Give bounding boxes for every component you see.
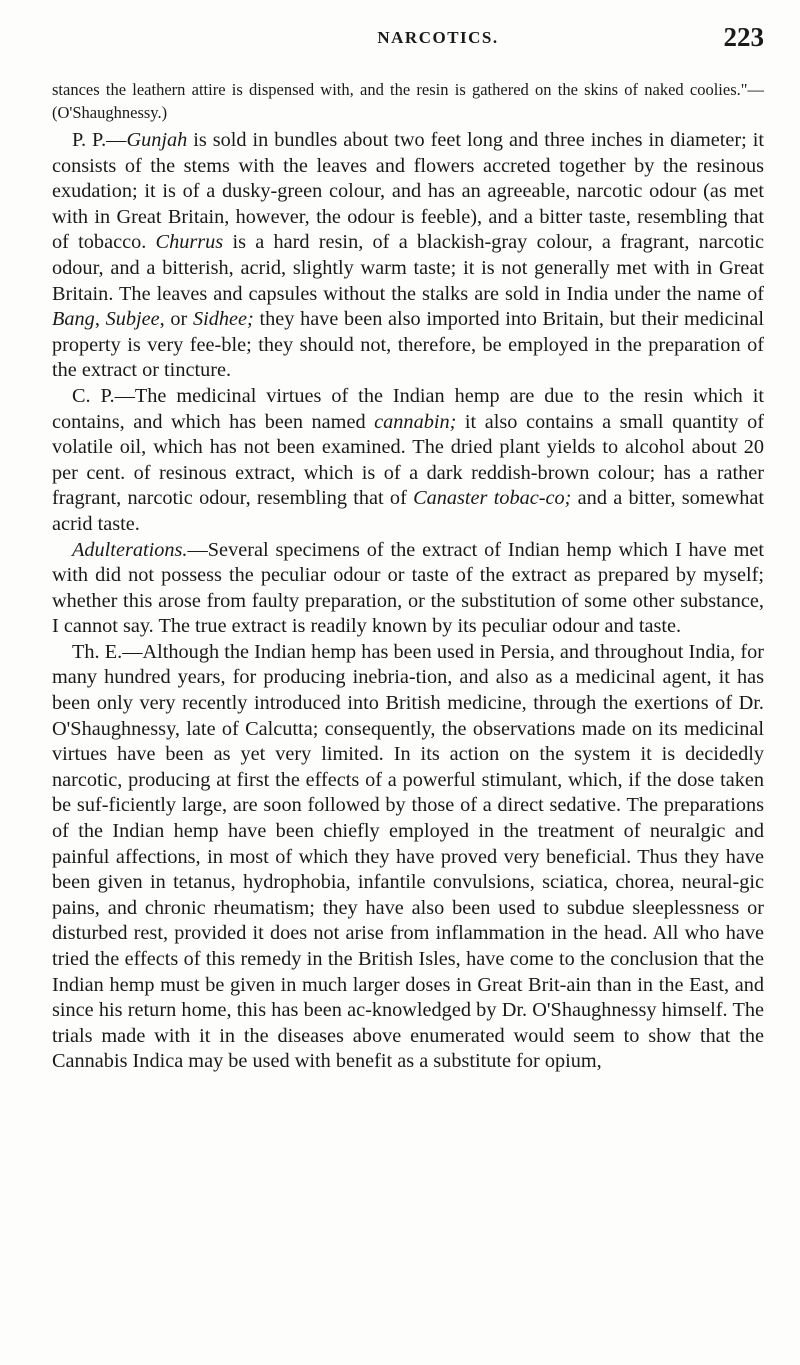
page-body — [52, 78, 764, 1075]
text-run: The medicinal virtues of the Indian hemp are due to the resin which it contains, and which has been named — [52, 384, 764, 433]
paragraph-adulterations — [52, 538, 764, 640]
term-sidhee: Sidhee; — [192, 308, 254, 331]
text-run: , or — [159, 308, 193, 331]
paragraph-cp — [52, 384, 764, 538]
page-number: 223 — [723, 22, 764, 52]
text-run: is a hard resin, of a blackish-gray colour, a fragrant, narcotic odour, and a bitterish, acrid, slightly warm taste; it is not generally met with in Great Britain. The leaves and capsules without the stalks are sold in India under the name of — [52, 231, 764, 305]
term-canaster: Canaster tobac-co; — [413, 487, 572, 510]
page-header — [52, 22, 764, 62]
term-churrus: Churrus — [155, 231, 224, 254]
term-gunjah: Gunjah — [126, 129, 188, 151]
text-run: —Several specimens of the extract of Indian hemp which I have met with did not possess the peculiar odour or taste of the extract as prepared by myself; whether this arose from faulty preparation, or the substitution of some other substance, I cannot say. The true extract is readily known by its peculiar odour and taste. — [52, 538, 764, 638]
quote-continuation: stances the leathern attire is dispensed with, and the resin is gathered on the skins of naked coolies."—(O'Shaughnessy.) — [52, 80, 764, 122]
text-run: , — [94, 308, 106, 331]
text-run: they have been also imported into Britain, but their medicinal property is very fee-ble; they should not, therefore, be employed in the preparation of the extract or tincture. — [52, 308, 765, 382]
term-subjee: Subjee — [105, 308, 160, 331]
text-run: it also contains a small quantity of volatile oil, which has not been examined. The dried plant yields to alcohol about 20 per cent. of resinous extract, which is of a dark reddish-brown colour; has a rather fragrant, narcotic odour, resembling that of — [52, 410, 764, 510]
paragraph-pp — [52, 128, 764, 384]
section-lead: Th. E.— — [72, 640, 143, 663]
paragraph-th — [52, 640, 764, 1075]
text-run: Although the Indian hemp has been used in Persia, and throughout India, for many hundred years, for producing inebria-tion, and also as a medicinal agent, it has been only very recently introduced into British medicine, through the exertions of Dr. O'Shaughnessy, late of Calcutta; consequently, the observations made on its medicinal virtues have been as yet very limited. In its action on the system it is decidedly narcotic, producing at first the effects of a powerful stimulant, which, if the dose taken be suf-ficiently large, are soon followed by those of a direct sedative. The preparations of the Indian hemp have been chiefly employed in the treatment of neuralgic and painful affections, in most of which they have proved very beneficial. Thus they have been given in tetanus, hydrophobia, infantile convulsions, sciatica, chorea, neural-gic pains, and chronic rheumatism; they have also been used to subdue sleeplessness or disturbed rest, provided it does not arise from inflammation in the head. All who have tried the effects of this remedy in the British Isles, have come to the conclusion that the Indian hemp must be given in much larger doses in Great Brit-ain than in the East, and since his return home, this has been ac-knowledged by Dr. O'Shaughnessy himself. The trials made with it in the diseases above enumerated would seem to show that the Cannabis Indica may be used with benefit as a substitute for opium, — [52, 640, 764, 1073]
term-cannabin: cannabin; — [374, 410, 457, 433]
text-run: and a bitter, somewhat acrid taste. — [52, 487, 765, 535]
text-run: is sold in bundles about two feet long and three inches in diameter; it consists of the stems with the leaves and flowers accreted together by the resinous exudation; it is of a dusky-green colour, and has an agreeable, narcotic odour (as met with in Great Britain, however, the odour is feeble), and a bitter taste, resembling that of tobacco. — [52, 129, 764, 254]
term-bang: Bang — [52, 308, 95, 331]
section-lead: P. P.— — [72, 129, 127, 151]
section-lead: Adulterations. — [72, 538, 188, 561]
running-head: NARCOTICS. — [377, 28, 499, 47]
section-lead: C. P.— — [72, 384, 135, 407]
